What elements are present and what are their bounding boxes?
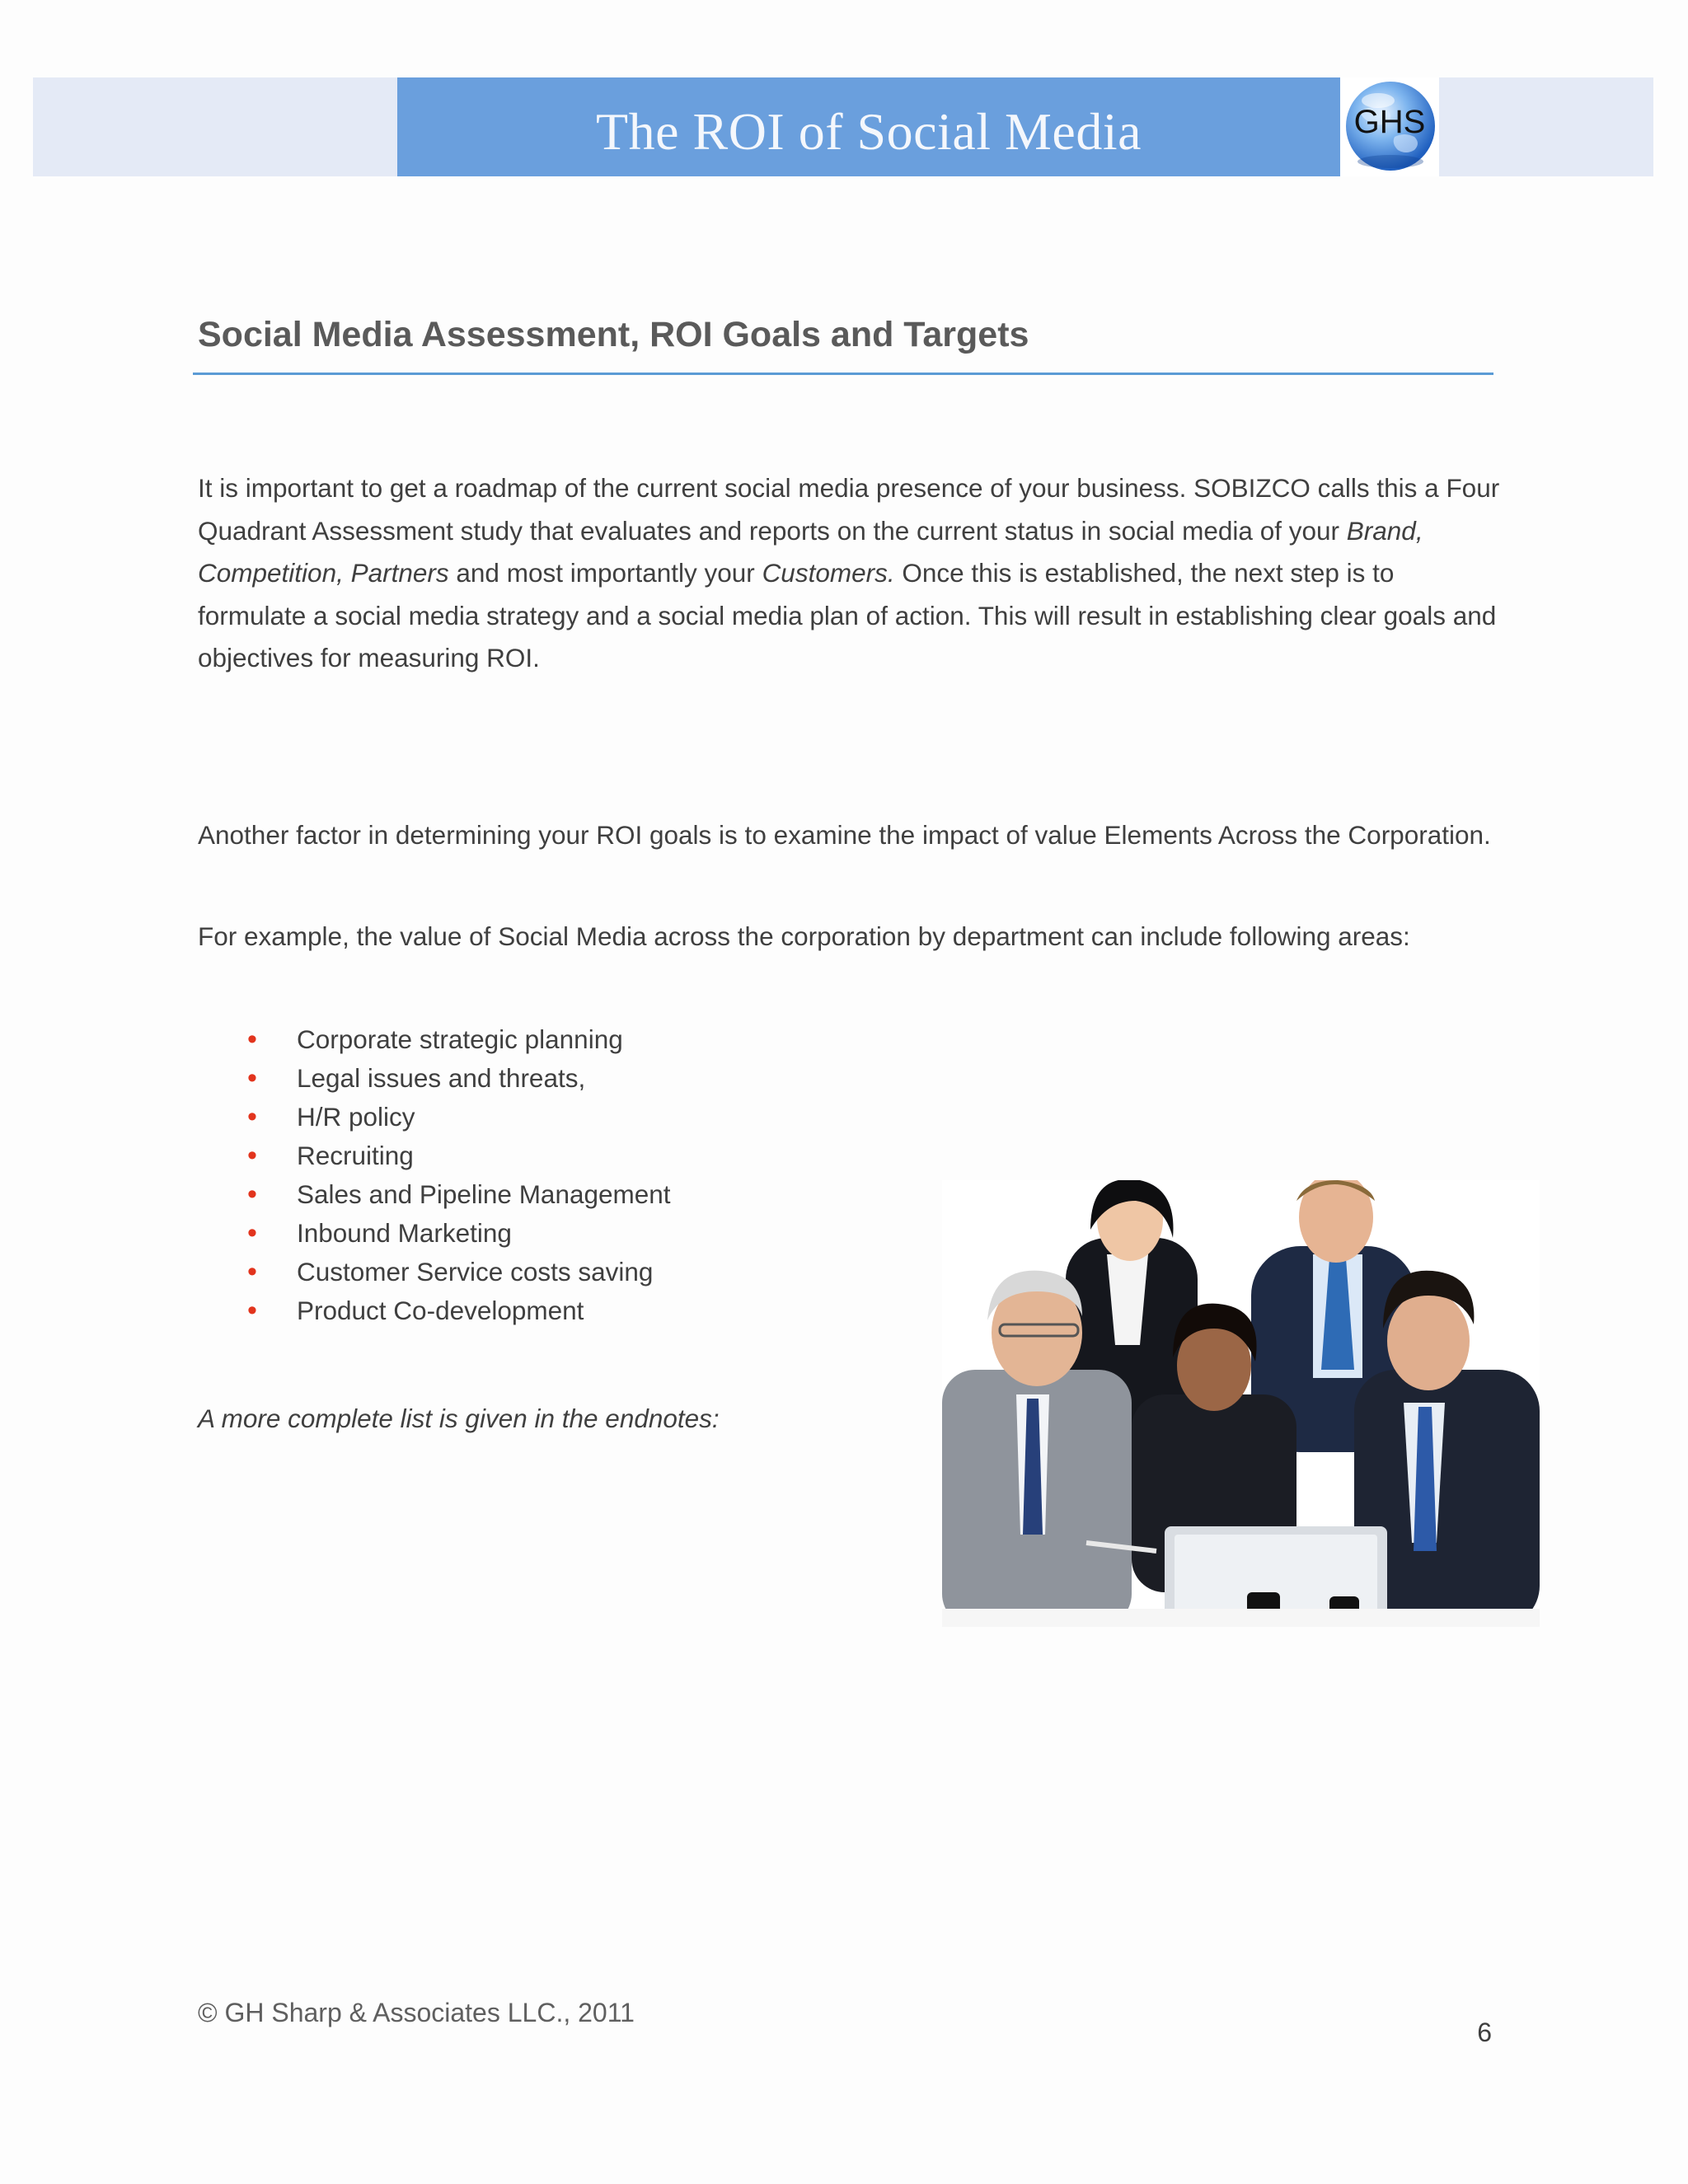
bullet-dot-icon: • <box>247 1179 257 1210</box>
list-item: • H/R policy <box>198 1098 940 1137</box>
example-paragraph: For example, the value of Social Media across the corporation by department can include following areas: <box>198 921 1410 951</box>
list-item: • Corporate strategic planning <box>198 1020 940 1059</box>
list-item: • Sales and Pipeline Management <box>198 1175 940 1214</box>
heading-rule <box>193 373 1493 375</box>
list-item: • Legal issues and threats, <box>198 1059 940 1098</box>
roi-factor-paragraph: Another factor in determining your ROI goals is to examine the impact of value Elements Across the Corporation. <box>198 820 1491 850</box>
list-item: • Product Co-development <box>198 1291 940 1330</box>
intro-text-c: Once this is established, the next step is to formulate a social media strategy and a social media plan of action. This will result in establishing clear goals and objectives for measuring ROI. <box>198 558 1497 673</box>
bullet-dot-icon: • <box>247 1140 257 1171</box>
intro-paragraph <box>198 467 1500 680</box>
header-title: The ROI of Social Media <box>596 102 1142 161</box>
ghs-logo <box>1340 77 1439 176</box>
logo-text: GHS <box>1353 104 1426 140</box>
bullet-dot-icon: • <box>247 1217 257 1249</box>
endnote-text: A more complete list is given in the endnotes: <box>198 1404 720 1433</box>
list-item: • Inbound Marketing <box>198 1214 940 1253</box>
list-item: • Recruiting <box>198 1137 940 1175</box>
intro-text-b: and most importantly your <box>448 558 762 588</box>
intro-text-a: It is important to get a roadmap of the current social media presence of your business. SOBIZCO calls this a Four Quadrant Assessment study that evaluates and reports on the current status in social media of your <box>198 473 1500 546</box>
bullet-dot-icon: • <box>247 1101 257 1132</box>
bullet-dot-icon: • <box>247 1256 257 1287</box>
department-list <box>198 1020 940 1330</box>
section-heading: Social Media Assessment, ROI Goals and Targets <box>198 315 1029 354</box>
page-number: 6 <box>1477 2018 1492 2047</box>
intro-emphasis-brand: Brand, Competition, Partners <box>198 515 1423 588</box>
business-team-photo <box>942 1180 1540 1627</box>
footer-copyright: © GH Sharp & Associates LLC., 2011 <box>198 1998 635 2027</box>
list-item: • Customer Service costs saving <box>198 1253 940 1291</box>
intro-emphasis-customers: Customers. <box>762 558 895 588</box>
bullet-dot-icon: • <box>247 1024 257 1055</box>
bullet-dot-icon: • <box>247 1295 257 1326</box>
header-title-box <box>397 77 1340 176</box>
bullet-dot-icon: • <box>247 1062 257 1094</box>
